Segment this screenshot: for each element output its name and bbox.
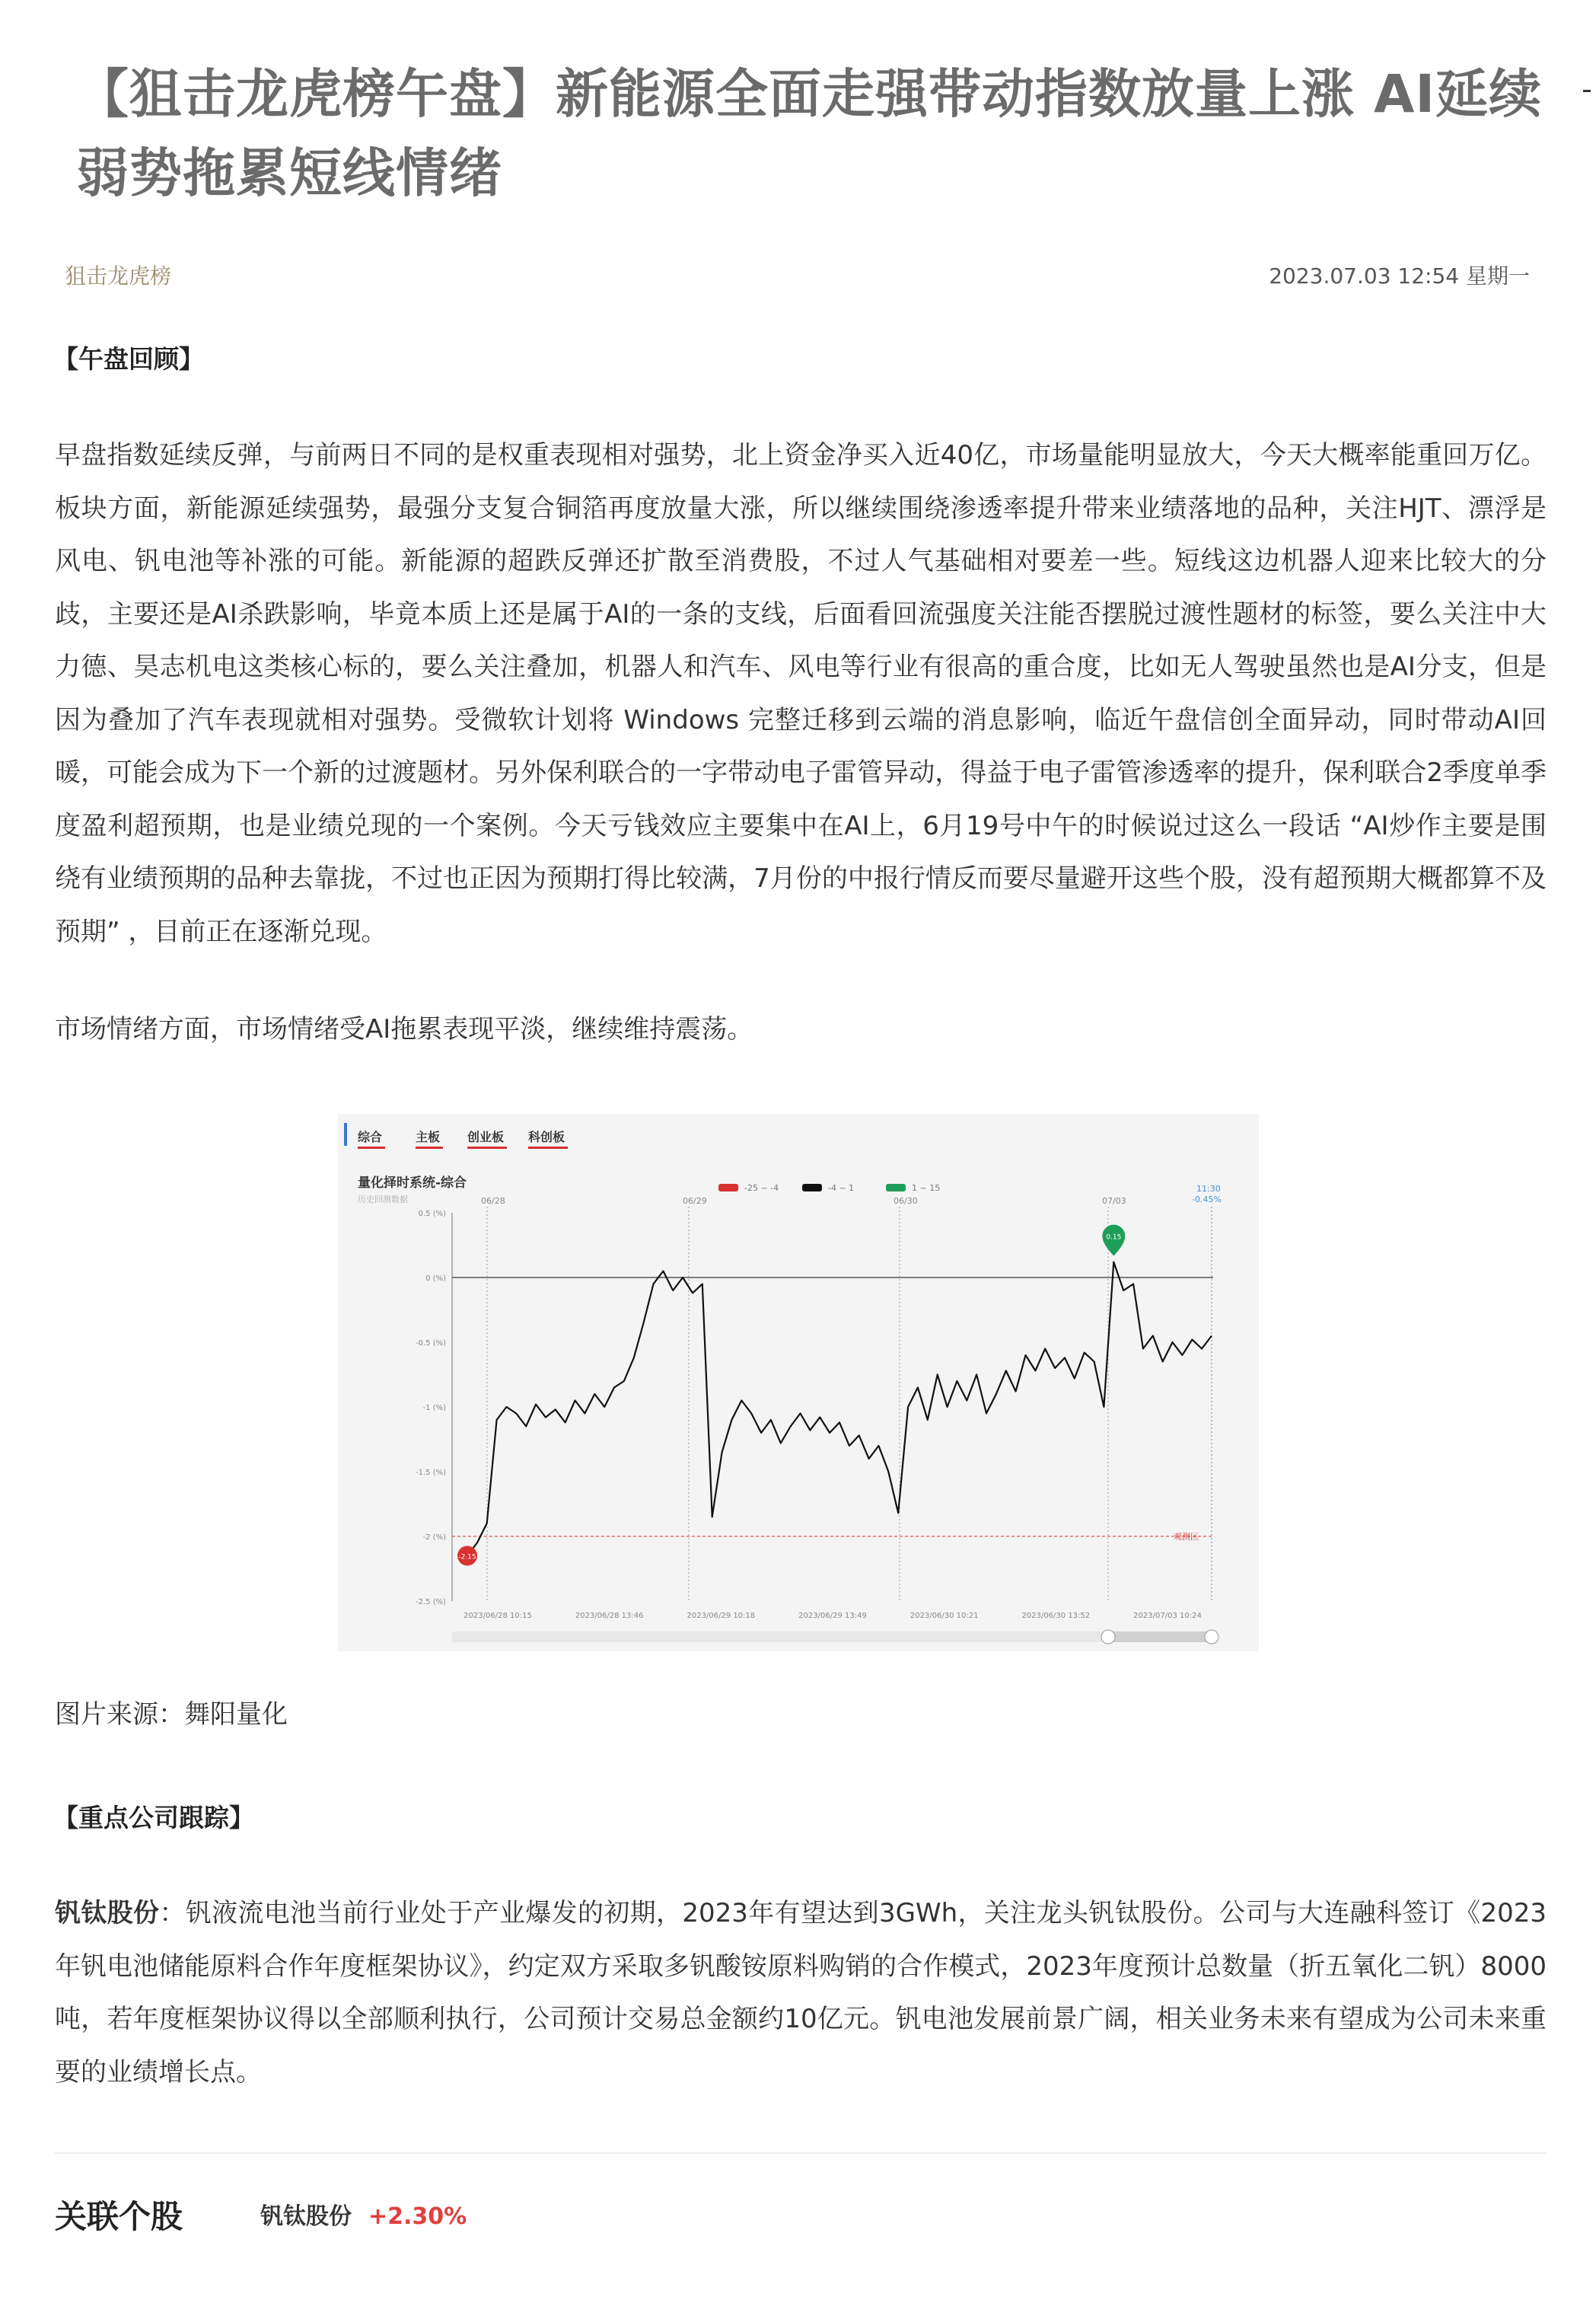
legend-label-1: -4 ~ 1 [828, 1183, 855, 1193]
legend-swatch-2 [886, 1184, 906, 1191]
reference-label: 观测区 [1174, 1532, 1199, 1542]
related-stocks-label: 关联个股 [55, 2198, 183, 2235]
chart-tab-1[interactable]: 主板 [416, 1130, 441, 1144]
chart-tab-2[interactable]: 创业板 [467, 1130, 505, 1144]
corner-time: 11:30 [1196, 1184, 1221, 1194]
edge-mark [1583, 90, 1591, 92]
related-stock-change: +2.30% [368, 2203, 467, 2230]
tracking-company-name: 钒钛股份 [55, 1898, 160, 1928]
top-date-3: 07/03 [1102, 1196, 1126, 1206]
top-date-2: 06/30 [894, 1196, 918, 1206]
related-stock-name[interactable]: 钒钛股份 [260, 2203, 352, 2230]
legend-label-0: -25 ~ -4 [744, 1183, 779, 1193]
review-paragraph: 早盘指数延续反弹，与前两日不同的是权重表现相对强势，北上资金净买入近40亿，市场量能明显放大，今天大概率能重回万亿。板块方面，新能源延续强势，最强分支复合铜箔再度放量大涨，所以继续围绕渗透率提升带来业绩落地的品种，关注HJT、漂浮是风电、钒电池等补涨的可能。新能源的超跌反弹还扩散至消费股，不过人气基础相对要差一些。短线这边机器人迎来比较大的分歧，主要还是AI杀跌影响，毕竟本质上还是属于AI的一条的支线，后面看回流强度关注能否摆脱过渡性题材的标签，要么关注中大力德、昊志机电这类核心标的，要么关注叠加，机器人和汽车、风电等行业有很高的重合度，比如无人驾驶虽然也是AI分支，但是因为叠加了汽车表现就相对强势。受微软计划将 Windows 完整迁移到云端的消息影响，临近午盘信创全面异动，同时带动AI回暖，可能会成为下一个新的过渡题材。另外保利联合的一字带动电子雷管异动，得益于电子雷管渗透率的提升，保利联合2季度单季度盈利超预期，也是业绩兑现的一个案例。今天亏钱效应主要集中在AI上，6月19号中午的时候说过这么一段话 “AI炒作主要是围绕有业绩预期的品种去靠拢，不过也正因为预期打得比较满，7月份的中报行情反而要尽量避开这些个股，没有超预期大概都算不及预期” ，目前正在逐渐兑现。 [55, 440, 1547, 947]
sentiment-paragraph: 市场情绪方面，市场情绪受AI拖累表现平淡，继续维持震荡。 [55, 1014, 753, 1045]
timing-chart [338, 1114, 1259, 1651]
y-tick-6: -2.5 (%) [416, 1598, 446, 1606]
y-tick-4: -1.5 (%) [416, 1469, 446, 1477]
chart-subtitle: 历史回测数据 [358, 1195, 408, 1204]
legend-swatch-1 [802, 1184, 822, 1191]
y-tick-3: -1 (%) [422, 1404, 446, 1412]
chart-tab-underline-1 [416, 1147, 443, 1149]
x-tick-3: 2023/06/29 13:49 [798, 1612, 867, 1620]
x-tick-1: 2023/06/28 13:46 [575, 1612, 644, 1620]
range-handle-left[interactable] [1101, 1630, 1115, 1644]
y-tick-2: -0.5 (%) [416, 1339, 446, 1348]
range-slider[interactable] [452, 1632, 1213, 1642]
tracking-paragraph [55, 1887, 1547, 2099]
legend-label-2: 1 ~ 15 [912, 1183, 941, 1193]
author-link[interactable]: 狙击龙虎榜 [65, 263, 172, 289]
section-heading-tracking: 【重点公司跟踪】 [53, 1803, 254, 1833]
tracking-paragraph-text: ：钒液流电池当前行业处于产业爆发的初期，2023年有望达到3GWh，关注龙头钒钛股份。公司与大连融科签订《2023年钒电池储能原料合作年度框架协议》，约定双方采取多钒酸铵原料购销的合作模式，2023年度预计总数量（折五氧化二钒）8000吨，若年度框架协议得以全部顺利执行，公司预计交易总金额约10亿元。钒电池发展前景广阔，相关业务未来有望成为公司未来重要的业绩增长点。 [55, 1898, 1547, 2088]
chart-tab-0[interactable]: 综合 [358, 1130, 383, 1144]
x-tick-4: 2023/06/30 10:21 [909, 1612, 979, 1620]
y-tick-5: -2 (%) [422, 1533, 446, 1542]
article-title: 【狙击龙虎榜午盘】新能源全面走强带动指数放量上涨 AI延续弱势拖累短线情绪 [76, 64, 1543, 204]
y-tick-1: 0 (%) [425, 1274, 446, 1283]
range-handle-right[interactable] [1205, 1630, 1219, 1644]
legend-swatch-0 [718, 1184, 738, 1191]
tab-indicator [344, 1123, 347, 1146]
top-date-1: 06/29 [683, 1196, 707, 1206]
section-heading-review: 【午盘回顾】 [53, 344, 204, 374]
y-tick-0: 0.5 (%) [418, 1210, 446, 1218]
related-stocks [55, 2193, 816, 2241]
publish-datetime: 2023.07.03 12:54 星期一 [1269, 263, 1530, 289]
chart-tab-3[interactable]: 科创板 [528, 1130, 565, 1144]
x-tick-6: 2023/07/03 10:24 [1133, 1612, 1202, 1620]
x-tick-2: 2023/06/29 10:18 [687, 1612, 756, 1620]
chart-title: 量化择时系统-综合 [358, 1175, 467, 1191]
timing-chart-image [338, 1114, 1259, 1651]
start-marker-label: -2.15 [458, 1553, 476, 1561]
chart-tab-underline-2 [467, 1147, 507, 1149]
peak-marker-label: 0.15 [1106, 1233, 1122, 1242]
range-slider-window[interactable] [1107, 1632, 1213, 1642]
corner-value: -0.45% [1192, 1195, 1222, 1204]
chart-tab-underline-3 [528, 1147, 568, 1149]
x-tick-5: 2023/06/30 13:52 [1021, 1612, 1091, 1620]
top-date-0: 06/28 [481, 1196, 505, 1206]
chart-tab-underline-0 [358, 1147, 385, 1149]
image-caption: 图片来源：舞阳量化 [55, 1699, 288, 1730]
article-meta [65, 259, 1530, 294]
section-divider [55, 2152, 1547, 2154]
x-tick-0: 2023/06/28 10:15 [464, 1612, 532, 1620]
